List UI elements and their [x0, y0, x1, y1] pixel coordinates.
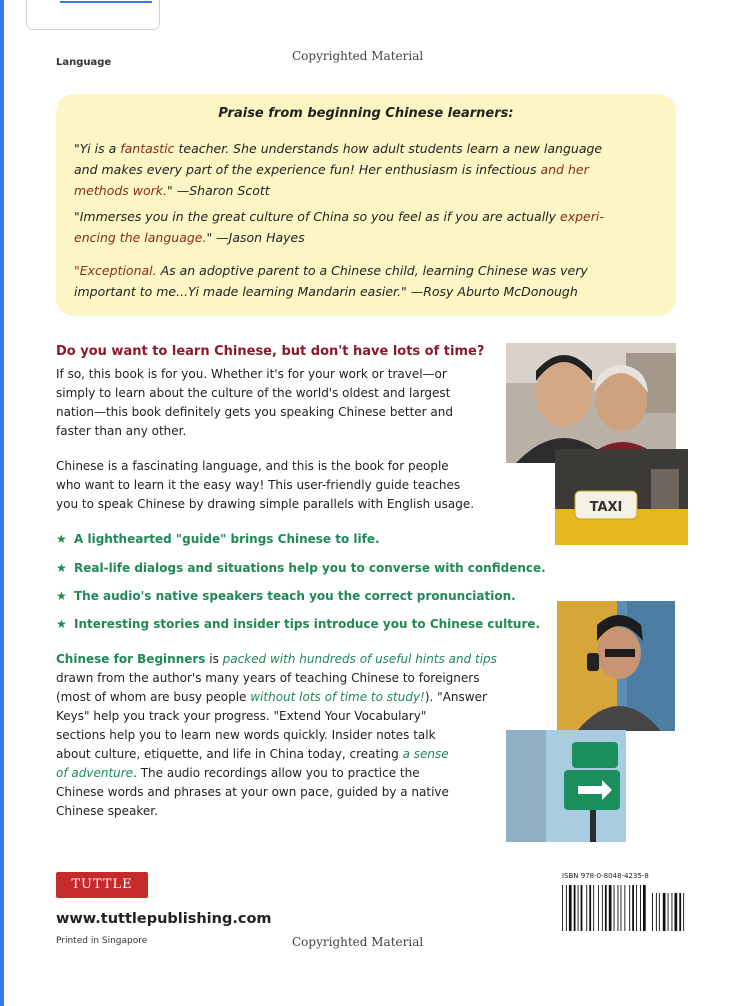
- star-icon: ★: [56, 589, 67, 603]
- book-title: Chinese for Beginners: [56, 652, 206, 666]
- text-line: sections help you to learn new words quickly. Insider notes talk: [56, 728, 436, 742]
- quote-text: " —Sharon Scott: [166, 183, 270, 198]
- bullet-text: Interesting stories and insider tips introduce you to Chinese culture.: [74, 617, 541, 631]
- text: ). "Answer: [424, 690, 487, 704]
- text-line: nation—this book definitely gets you speaking Chinese better and: [56, 405, 453, 419]
- bullet-4: [56, 617, 540, 631]
- text: (most of whom are busy people: [56, 690, 251, 704]
- quote-3: [74, 260, 674, 302]
- praise-title: Praise from beginning Chinese learners:: [218, 106, 514, 121]
- copyright-bottom: Copyrighted Material: [292, 935, 424, 949]
- bullet-text: The audio's native speakers teach you the correct pronunciation.: [74, 589, 516, 603]
- star-icon: ★: [56, 617, 67, 631]
- text: . The audio recordings allow you to practice the: [133, 766, 420, 780]
- quote-text: " —Jason Hayes: [206, 230, 305, 245]
- top-widget[interactable]: [26, 0, 160, 30]
- text-line: Chinese is a fascinating language, and this is the book for people: [56, 459, 449, 473]
- bullet-1: [56, 532, 380, 546]
- text-line: who want to learn it the easy way! This user-friendly guide teaches: [56, 478, 461, 492]
- text-line: Chinese words and phrases at your own pace, guided by a native: [56, 785, 449, 799]
- text-line: If so, this book is for you. Whether it's for your work or travel—or: [56, 367, 447, 381]
- bullet-3: [56, 589, 516, 603]
- quote-highlight: fantastic: [120, 141, 175, 156]
- printed-in: Printed in Singapore: [56, 936, 148, 946]
- quote-text: and makes every part of the experience fun! Her enthusiasm is infectious: [74, 162, 541, 177]
- intro-paragraph-1: [56, 365, 501, 441]
- quote-highlight: and her: [540, 162, 589, 177]
- highlight-text: a sense: [402, 747, 449, 761]
- star-icon: ★: [56, 532, 67, 546]
- quote-text: "Yi is a: [74, 141, 121, 156]
- text: about culture, etiquette, and life in China today, creating: [56, 747, 403, 761]
- taxi-sign-text: TAXI: [589, 500, 623, 515]
- intro-paragraph-2: [56, 457, 526, 514]
- text-line: Chinese speaker.: [56, 804, 158, 818]
- highlight-text: without lots of time to study!: [250, 690, 425, 704]
- description-paragraph: [56, 650, 536, 821]
- quote-highlight: "Exceptional.: [74, 263, 157, 278]
- category-label: Language: [56, 57, 112, 68]
- widget-bar: [60, 1, 152, 3]
- highlight-text: of adventure: [56, 766, 134, 780]
- star-icon: ★: [56, 561, 67, 575]
- quote-text: important to me...Yi made learning Mandarin easier." —Rosy Aburto McDonough: [74, 284, 578, 299]
- text-line: you to speak Chinese by drawing simple parallels with English usage.: [56, 497, 475, 511]
- copyright-top: Copyrighted Material: [292, 49, 424, 63]
- text-line: Keys" help you track your progress. "Extend Your Vocabulary": [56, 709, 427, 723]
- text-line: simply to learn about the culture of the world's oldest and largest: [56, 386, 451, 400]
- quote-text: teacher. She understands how adult students learn a new language: [174, 141, 603, 156]
- highlight-text: packed with hundreds of useful hints and tips: [222, 652, 497, 666]
- quote-highlight: encing the language.: [74, 230, 207, 245]
- photo-people: [506, 343, 676, 463]
- text-line: faster than any other.: [56, 424, 187, 438]
- text: is: [205, 652, 223, 666]
- quote-highlight: experi-: [560, 209, 604, 224]
- quote-2: [74, 206, 674, 248]
- praise-box: [56, 94, 676, 316]
- publisher-logo: TUTTLE: [56, 872, 148, 898]
- quote-text: "Immerses you in the great culture of China so you feel as if you are actually: [74, 209, 561, 224]
- isbn-label: ISBN 978-0-8048-4235-8: [562, 872, 649, 880]
- bullet-text: Real-life dialogs and situations help you to converse with confidence.: [74, 561, 546, 575]
- publisher-url[interactable]: www.tuttlepublishing.com: [56, 911, 272, 927]
- barcode: [562, 885, 686, 935]
- bullet-2: [56, 561, 546, 575]
- text-line: drawn from the author's many years of teaching Chinese to foreigners: [56, 671, 480, 685]
- photo-taxi: [555, 449, 688, 545]
- intro-heading: Do you want to learn Chinese, but don't have lots of time?: [56, 344, 485, 359]
- photo-phone-man: [557, 601, 675, 731]
- quote-highlight: methods work.: [74, 183, 167, 198]
- window-edge: [0, 0, 4, 1006]
- quote-text: As an adoptive parent to a Chinese child, learning Chinese was very: [156, 263, 588, 278]
- quote-1: [74, 138, 674, 201]
- bullet-text: A lighthearted "guide" brings Chinese to life.: [74, 532, 380, 546]
